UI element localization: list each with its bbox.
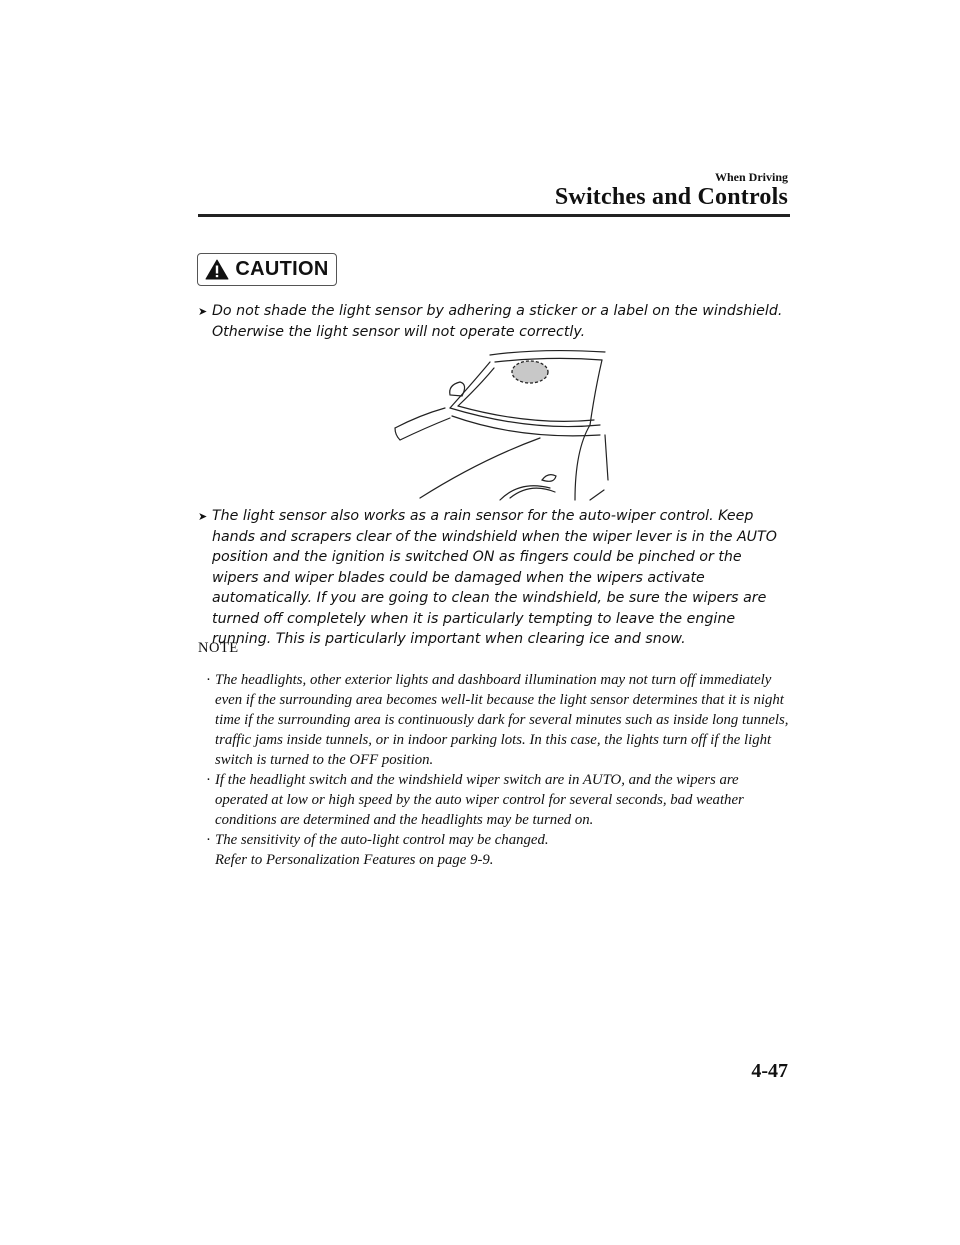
note-item-text: Refer to Personalization Features on page 9-9.	[215, 852, 494, 868]
bullet-dot-icon: ·	[206, 772, 211, 788]
caution-item	[198, 301, 790, 342]
bullet-dot-icon: ·	[206, 672, 211, 688]
section-title: When Driving	[714, 170, 788, 184]
chapter-title: Switches and Controls	[554, 184, 788, 210]
note-item-continuation	[206, 850, 790, 870]
note-item-text: The headlights, other exterior lights and dashboard illumination may not turn off immediately even if the surrounding area becomes well-lit because the light sensor determines that it is night time if the surrounding area is continuously dark for several minutes such as inside long tunnels, traffic jams inside tunnels, or in indoor parking lots. In this case, the lights turn off if the light switch is turned to the OFF position.	[215, 672, 789, 768]
page-number: 4-47	[751, 1060, 788, 1082]
note-item-text: The sensitivity of the auto-light control may be changed.	[215, 832, 549, 848]
caution-label: CAUTION	[235, 258, 329, 280]
note-heading: NOTE	[198, 640, 239, 656]
caution-item-text: The light sensor also works as a rain sensor for the auto-wiper control. Keep hands and scrapers clear of the windshield when the wiper lever is in the AUTO position and the ignition is switched ON as fingers could be pinched or the wipers and wiper blades could be damaged when the wipers activate automatically. If you are going to clean the windshield, be sure the wipers are turned off completely when it is particularly tempting to leave the engine running. This is particularly important when clearing ice and snow.	[212, 508, 777, 647]
note-list	[206, 670, 790, 870]
note-item	[206, 830, 790, 850]
light-sensor-area	[512, 361, 548, 383]
arrow-bullet-icon: ➤	[198, 305, 208, 318]
caution-item	[198, 506, 790, 650]
note-item	[206, 770, 790, 830]
note-item	[206, 670, 790, 770]
windshield-sensor-illustration	[390, 340, 610, 502]
header-rule	[198, 214, 790, 217]
arrow-bullet-icon: ➤	[198, 510, 208, 523]
bullet-dot-icon: ·	[206, 832, 211, 848]
caution-badge	[197, 253, 337, 286]
warning-icon	[205, 259, 229, 280]
note-item-text: If the headlight switch and the windshield wiper switch are in AUTO, and the wipers are operated at low or high speed by the auto wiper control for several seconds, bad weather conditions are determined and the headlights may be turned on.	[215, 772, 744, 828]
caution-item-text: Do not shade the light sensor by adhering a sticker or a label on the windshield. Otherwise the light sensor will not operate correctly.	[212, 303, 783, 340]
